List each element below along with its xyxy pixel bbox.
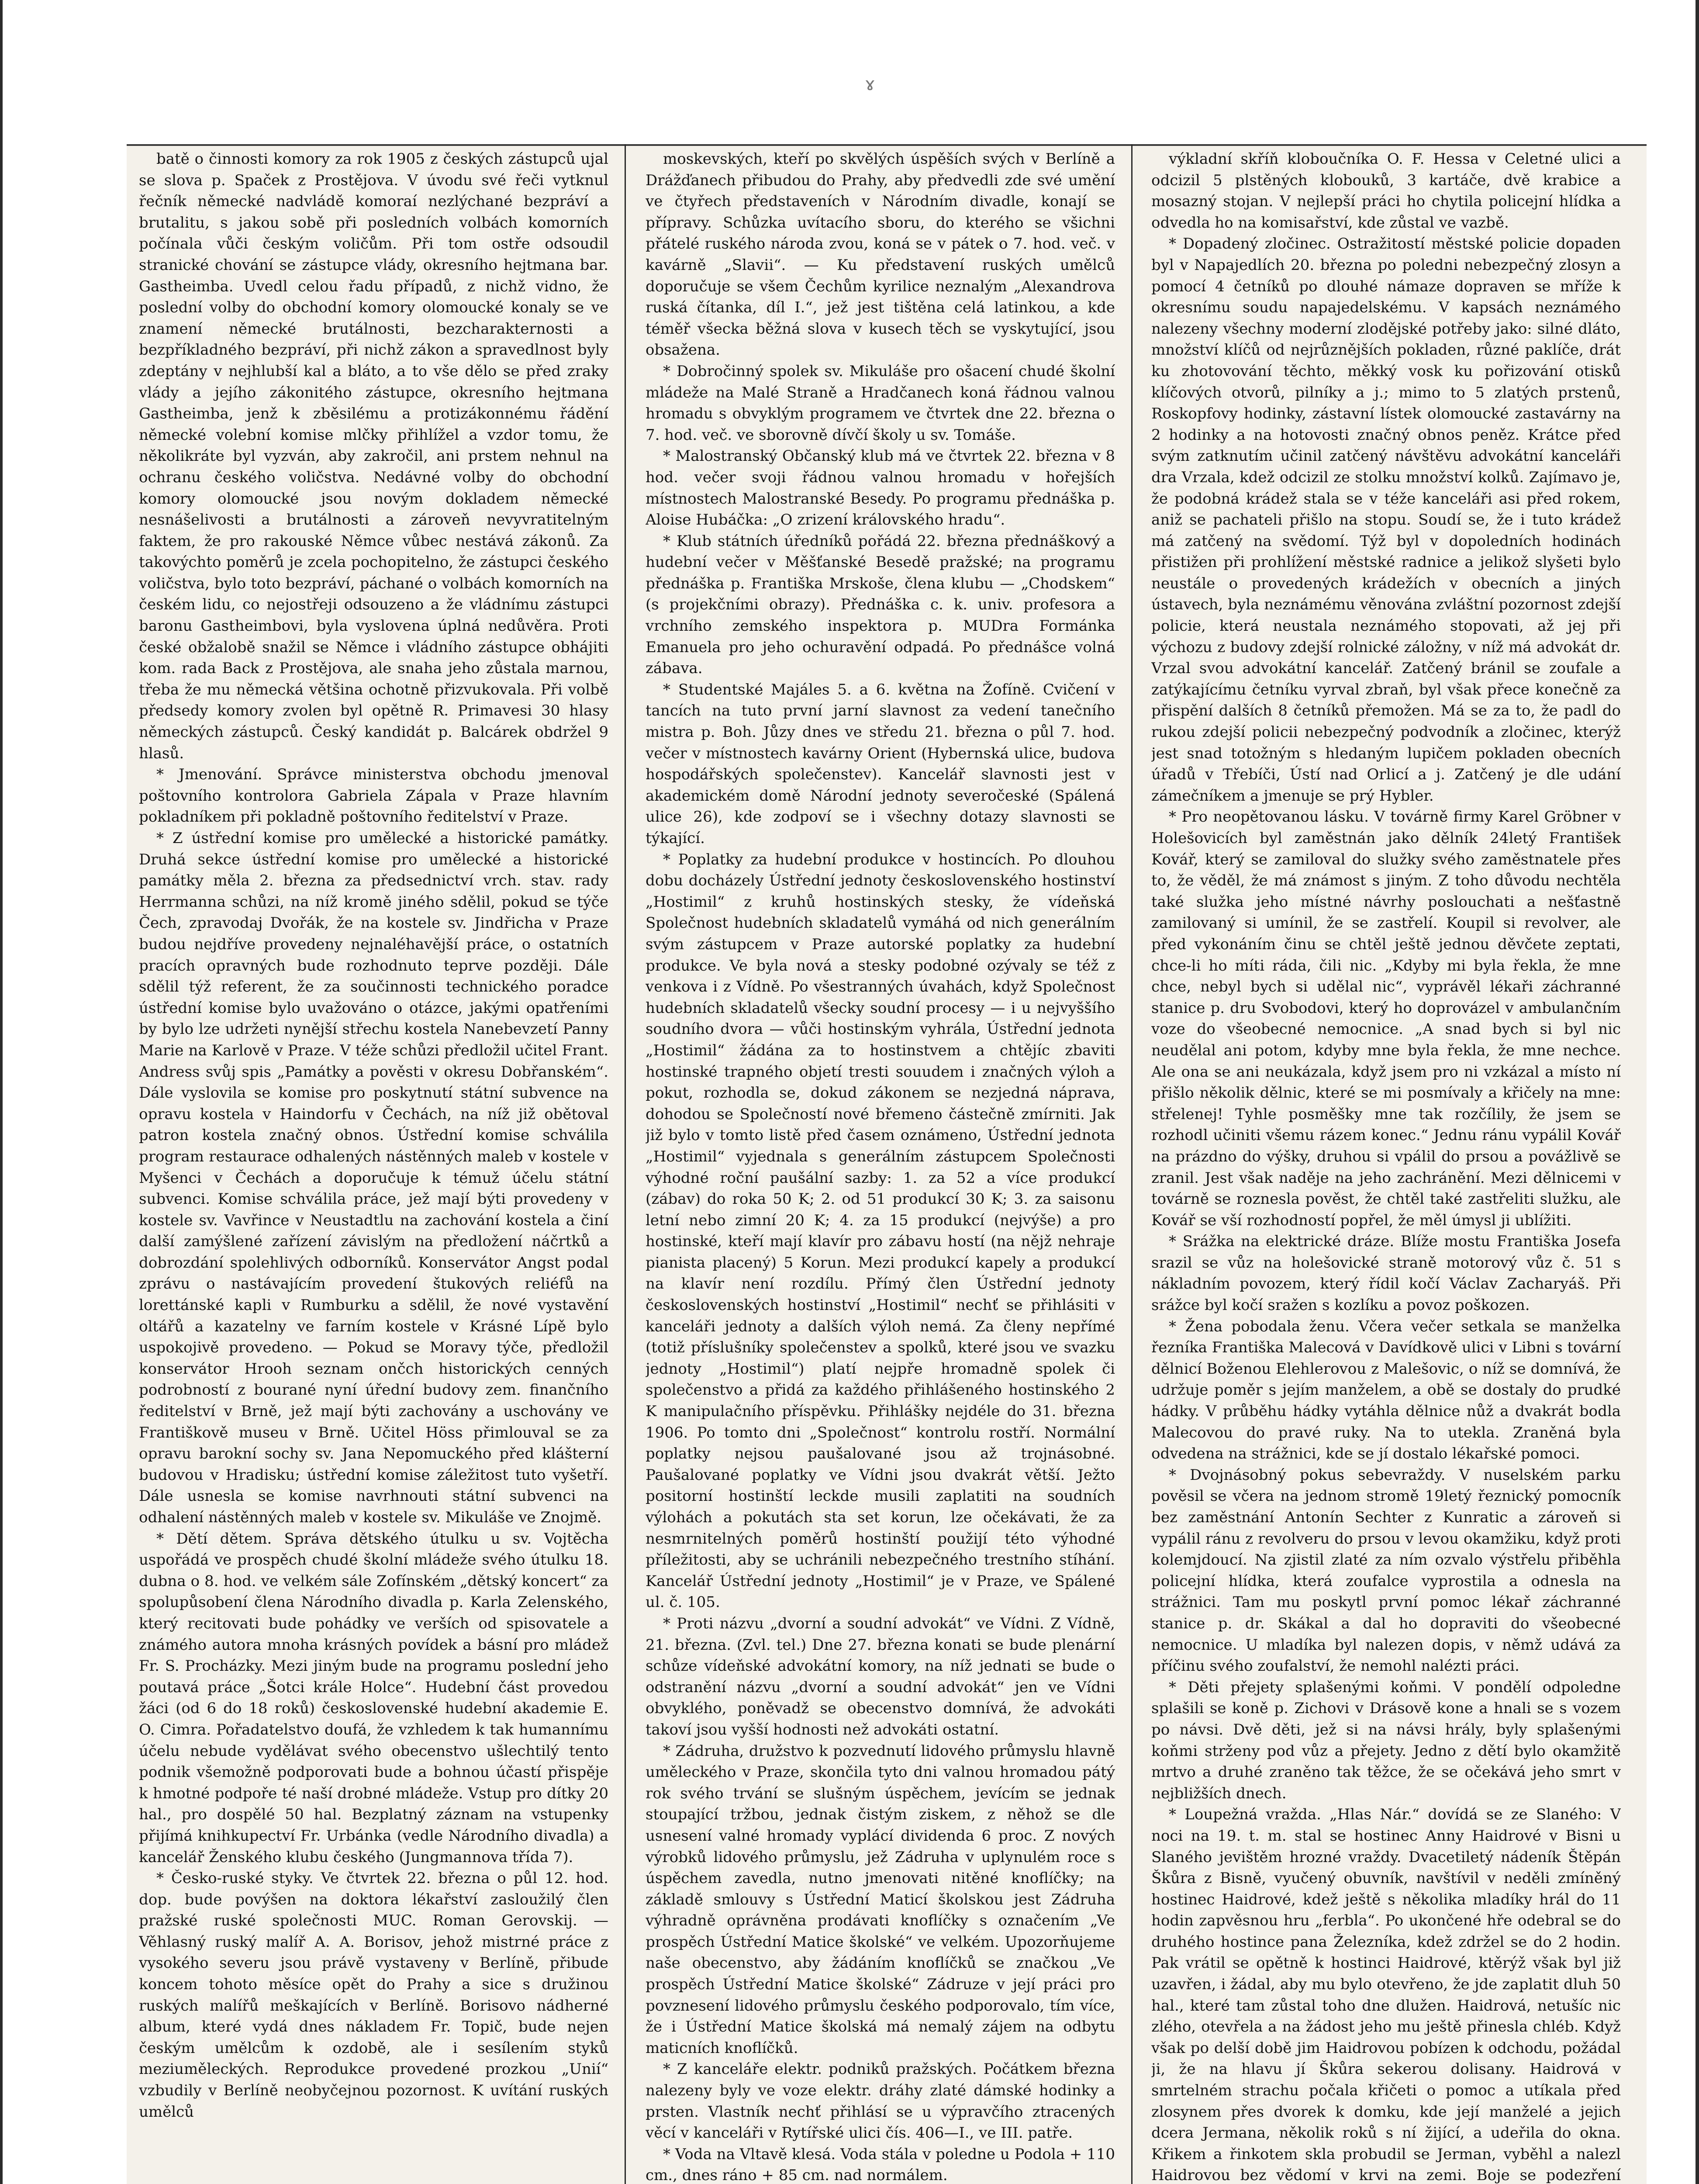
article-3-7: * Děti přejety splašenými koňmi. V pondělí odpoledne splašili se koně p. Zichovi v Drásově kone a hnali se s vozem po návsi. Dvě děti, jež si na návsi hrály, byly splašenými koňmi strženy pod vůz a přejety. Jedno z dětí bylo okamžitě mrtvo a druhé zraněno tak těžce, že se očekává jeho smrt v nejbližších dnech. (1151, 1678, 1621, 1802)
article-2-2: * Dobročinný spolek sv. Mikuláše pro ošacení chudé školní mládeže na Malé Straně a Hradčanech koná řádnou valnou hromadu s obvyklým programem ve čtvrtek dne 22. března o 7. hod. več. ve sborovně dívčí školy u sv. Tomáše. (646, 362, 1115, 444)
article-2-7: * Proti názvu „dvorní a soudní advokát“ ve Vídni. Z Vídně, 21. března. (Zvl. tel.) Dne 27. března konati se bude plenární schůze vídeňské advokátní komory, na níž jednati se bude o odstranění názvu „dvorní a soudní advokát“ jen ve Vídni obvyklého, poněvadž se obecenstvo domnívá, že advokáti takoví jsou vyšší hodnosti než advokáti ostatní. (646, 1614, 1115, 1738)
article-3-1: výkladní skříň kloboučníka O. F. Hessa v Celetné ulici a odcizil 5 plstěných klobouků, 3 kartáče, dvě krabice a mosazný stojan. V nejlepší práci ho chytila policejní hlídka a odvedla ho na komisařství, kde zůstal ve vazbě. (1151, 150, 1621, 232)
article-1-3: * Z ústřední komise pro umělecké a historické památky. Druhá sekce ústřední komise pro umělecké a historické památky měla 2. března za předsednictví vrch. stav. rady Herrmanna schůzi, na níž kromě jiného sdělil, pokud se týče Čech, zpravodaj Dvořák, že na kostele sv. Jindřicha v Praze budou nejdříve provedeny nejnaléhavější práce, o ostatních pracích opravných bude rozhodnuto teprve později. Dále sdělil týž referent, že za součinnosti technického poradce ústřední komise bylo uvažováno o otázce, jakými opatřeními by bylo lze udržeti nynější střechu kostela Nanebevzetí Panny Marie na Karlově v Praze. V téže schůzi předložil učitel Frant. Andress svůj spis „Památky a pověsti v okresu Dobřanském“. Dále vyslovila se komise pro poskytnutí státní subvence na opravu kostela v Haindorfu v Čechách, na níž již obětoval patron kostela značný obnos. Ústřední komise schválila program restaurace odhalených nástěnných maleb v kostele v Myšenci v Čechách a doporučuje k témuž účelu státní subvenci. Komise schválila práce, jež mají býti provedeny v kostele sv. Vavřince v Neustadtlu na zachování kostela a činí další zamýšlené zařízení závislým na předložení náčrtků a dobrozdání spolehlivých odborníků. Konservátor Angst podal zprávu o nastávajícím provedení štukových reliéfů na lorettánské kapli v Rumburku a sdělil, že nové vystavění oltářů a kazatelny ve farním kostele v Krásné Lípě bylo uspokojivě provedeno. — Pokud se Moravy týče, předložil konservátor Hrooh seznam ončch historických cenných podrobností z bourané nyní úřední budovy zem. finančního ředitelství v Brně, jež mají býti zachovány a uschovány ve Františkově museu v Brně. Učitel Höss přimlouval se za opravu barokní sochy sv. Jana Nepomuckého před klášterní budovou v Hradisku; ústřední komise záležitost tuto vyšetří. Dále usnesla se komise navrhnouti státní subvenci na odhalení nástěnných maleb v kostele sv. Mikuláše ve Znojmě. (139, 829, 608, 1526)
article-2-5: * Studentské Majáles 5. a 6. května na Žofíně. Cvičení v tancích na tuto první jarní slavnost za vedení tanečního mistra p. Boh. Jůzy dnes ve středu 21. března o půl 7. hod. večer v místnostech kavárny Orient (Hybernská ulice, budova hospodářských společenstev). Kancelář slavnosti jest v akademickém domě Národní jednoty severočeské (Spálená ulice 26), kde zodpoví se i všechny dotazy slavnosti se týkající. (646, 681, 1115, 847)
column-rule-1 (625, 144, 626, 2184)
newspaper-page (127, 144, 1647, 2184)
scan-edge-left (0, 0, 3, 2184)
article-2-3: * Malostranský Občanský klub má ve čtvrtek 22. března v 8 hod. večer svoji řádnou valnou hromadu v hořejších místnostech Malostranské Besedy. Po programu přednáška p. Aloise Hubáčka: „O zrizení královského hradu“. (646, 447, 1115, 529)
article-1-2: * Jmenování. Správce ministerstva obchodu jmenoval poštovního kontrolora Gabriela Zápala v Praze hlavním pokladníkem při pokladně poštovního ředitelství v Praze. (139, 766, 608, 826)
article-1-4: * Dětí dětem. Správa dětského útulku u sv. Vojtěcha uspořádá ve prospěch chudé školní mládeže svého útulku 18. dubna o 8. hod. ve velkém sále Zofínském „dětský koncert“ za spolupůsobení člena Národního divadla p. Karla Zelenského, který recitovati bude pohádky ve verších od spisovatele a známého autora mnoha krásných povídek a básní pro mládež Fr. S. Procházky. Mezi jiným bude na programu poslední jeho poutavá práce „Šotci krále Holce“. Hudební část provedou žáci (od 6 do 18 roků) československé hudební akademie E. O. Cimra. Pořadatelstvo doufá, že vzhledem k tak humannímu účelu nebude vydělávat svého obecenstvo ušlechtilý tento podnik všemožně podporovati bude a bohnou účastí přispěje k hmotné podpoře té naší drobné mládeže. Vstup pro dítky 20 hal., pro dospělé 50 hal. Bezplatný záznam na vstupenky přijímá knihkupectví Fr. Urbánka (vedle Národního divadla) a kancelář Ženského klubu českého (Jungmannova třída 7). (139, 1530, 608, 1866)
scan-edge-right (1696, 0, 1699, 2184)
article-2-4: * Klub státních úředníků pořádá 22. března přednáškový a hudební večer v Měšťanské Besedě pražské; na programu přednáška p. Františka Mrskoše, člena klubu — „Chodskem“ (s projekčními obrazy). Přednáška c. k. univ. profesora a vrchního zemského inspektora p. MUDra Formánka Emanuela pro jeho ochuravění odpadá. Po přednášce volná zábava. (646, 532, 1115, 677)
article-2-6: * Poplatky za hudební produkce v hostincích. Po dlouhou dobu docházely Ústřední jednoty československého hostinství „Hostimil“ z kruhů hostinských stesky, že vídeňská Společnost hudebních skladatelů vymáhá od nich generálním svým zástupcem v Praze autorské poplatky za hudební produkce. Ve byla nová a stesky podobné ozývaly se též z venkova i z Vídně. Po všestranných úvahách, když Společnost hudebních skladatelů všecky soudní procesy — i u nejvyššího soudního dvora — vůči hostinským vyhrála, Ústřední jednota „Hostimil“ žádána za to hostinstvem a chtějíc zbaviti hostinské trapného objetí tresti souudem i značných výloh a pokut, rozhodla se, dokud zákonem se nezjedná náprava, dohodou se Společností nové břemeno částečně zmírniti. Jak již bylo v tomto listě před časem oznámeno, Ústřední jednota „Hostimil“ vyjednala s generálním zástupcem Společnosti výhodné roční paušální sazby: 1. za 52 a více produkcí (zábav) do roka 50 K; 2. od 51 produkcí 30 K; 3. za saisonu letní nebo zimní 20 K; 4. za 15 produkcí (nejvýše) a pro hostinské, kteří mají klavír pro zábavu hostí (na nějž nehraje pianista placený) 5 Korun. Mezi produkcí kapely a produkcí na klavír není rozdílu. Přímý člen Ústřední jednoty československých hostinství „Hostimil“ nechť se přihlásiti v kanceláři jednoty a dalších výloh nemá. Za členy nepřímé (totiž příslušníky společenstev a spolků, které jsou ve svazku jednoty „Hostimil“) platí nejpře hromadně spolek či společenstvo a přidá za každého přihlášeného hostinského 2 K manipulačního příspěvku. Přihlášky nejdéle do 31. března 1906. Po tomto dni „Společnost“ kontrolu rostří. Normální poplatky nejsou paušalované jsou až trojnásobné. Paušalované poplatky ve Vídni jsou dvakrát větší. Ježto positorní hostinští leckde musili zaplatiti na soudních výlohách a pokutách sta set korun, lze očekávati, že za nesmrnitelných poměrů hostinští použijí této výhodné příležitosti, aby se uchránili nebezpečného trestního stíhání. Kancelář Ústřední jednoty „Hostimil“ je v Praze, ve Spálené ul. č. 105. (646, 850, 1115, 1611)
article-3-4: * Srážka na elektrické dráze. Blíže mostu Františka Josefa srazil se vůz na holešovické straně motorový vůz č. 51 s nákladním povozem, který řídil kočí Václav Zacharyáš. Při srážce byl kočí sražen s kozlíku a povoz poškozen. (1151, 1233, 1621, 1314)
article-1-5: * Česko-ruské styky. Ve čtvrtek 22. března o půl 12. hod. dop. bude povýšen na doktora lékařství zasloužilý člen pražské ruské společnosti MUC. Roman Gerovskij. — Věhlasný ruský malíř A. A. Borisov, jehož mistrné práce z vysokého severu jsou právě vystaveny v Berlíně, přibude koncem tohoto měsíce opět do Prahy a sice s družinou ruských malířů meškajících v Berlíně. Borisovo nádherné album, které vydá dnes nákladem Fr. Topič, bude nejen českým umělcům k ozdobě, ale i sesílením styků meziuměleckých. Reprodukce provedené prozkou „Unií“ vzbudily v Berlíně neobyčejnou pozornost. K uvítání ruských umělců (139, 1870, 608, 2121)
article-2-9: * Z kanceláře elektr. podniků pražských. Počátkem března nalezeny byly ve voze elektr. dráhy zlaté dámské hodinky a prsten. Vlastník nechť přihlásí se u výpravčího ztracených věcí v kanceláři v Rytířské ulici čís. 406—I., ve III. patře. (646, 2060, 1115, 2142)
column-1 (139, 149, 608, 2184)
article-2-10: * Voda na Vltavě klesá. Voda stála v poledne u Podola + 110 cm., dnes ráno + 85 cm. nad normálem. (646, 2145, 1115, 2184)
column-rule-2 (1131, 144, 1133, 2184)
article-3-2: * Dopadený zločinec. Ostražitostí městské policie dopaden byl v Napajedlích 20. března po poledni nebezpečný zlosyn a pomocí 4 četníků po dlouhé námaze dopraven se mříže k okresnímu soudu napajedelskému. V kapsách neznámého nalezeny všechny moderní zlodějské potřeby jako: silné dláto, množství klíčů od nejrůznějších pokladen, různé paklíče, drát ku zhotovování těchto, měkký vosk ku pořizování otisků klíčových otvorů, pilníky a j.; mimo to 5 zlatých prstenů, Roskopfovy hodinky, zástavní lístek olomoucké zastavárny na 2 hodinky a na hotovosti značný obnos peněz. Krátce před svým zatknutím učinil zatčený návštěvu advokátní kanceláři dra Vrzala, kdež odcizil ze stolku množství kolků. Zajímavo je, že podobná krádež stala se v téže kanceláři asi před rokem, aniž se pachateli přišlo na stopu. Soudí se, že i tuto krádež má zatčený na svědomí. Týž byl v dopoledních hodinách přistižen při prohlížení městské radnice a jelikož slyšeti bylo neustále o provedených krádežích v obecních a jiných ústavech, byla neznámému věnována zvláštní pozornost zdejší policie, která neustala neznámého stopovati, až jej při výchozu z budovy zdejší rolnické záložny, v níž má advokát dr. Vrzal svou advokátní kancelář. Zatčený bránil se zoufale a zatýkajícímu četníku vyrval zbraň, byl však přece konečně za přispění dalších 8 četníků přemožen. Má se za to, že padl do rukou zdejší policii nebezpečný podvodník a zločinec, kterýž jest snad totožným s hledaným lupičem pokladen obecních úřadů v Třebíči, Ústí nad Orlicí a j. Zatčený je dle udání zámečníkem a jmenuje se prý Hybler. (1151, 235, 1621, 805)
article-1-1: batě o činnosti komory za rok 1905 z českých zástupců ujal se slova p. Spaček z Prostějova. V úvodu své řeči vytknul řečník německé nadvládě komoraí nezlýchané bezpráví a brutalitu, s jakou sobě při posledních volbách komorních počínala vůči českým voličům. Při tom ostře odsoudil stranické chování se zástupce vlády, okresního hejtmana bar. Gastheimba. Uvedl celou řadu případů, z nichž vidno, že poslední volby do obchodní komory olomoucké konaly se ve znamení německé brutálnosti, bezcharakternosti a bezpříkladného bezpráví, při nichž zákon a spravedlnost byly zdeptány v nejhlubší kal a bláto, a to vše dělo se před zraky vlády a jejího zákonitého zástupce, okresního hejtmana Gastheimba, jenž k zběsilému a protizákonnému řádění německé volební komise mlčky přihlížel a vzdor tomu, že několikráte byl vyzván, aby zakročil, ani prstem nehnul na ochranu českého voličstva. Nedávné volby do obchodní komory olomoucké jsou novým dokladem německé nesnášelivosti a brutálnosti a zároveň nevyvratitelným faktem, že pro rakouské Němce vůbec nestává zákonů. Za takovýchto poměrů je zcela pochopitelno, že zástupci českého voličstva, bylo toto bezpráví, páchané o volbách komorních na českém lidu, co nejostřeji odsouzeno a že vládnímu zástupci baronu Gastheimbovi, byla vyslovena úplná nedůvěra. Proti české obžalobě snažil se Němce i vládního zástupce obhájiti kom. rada Back z Prostějova, ale snaha jeho zůstala marnou, třeba že mu německá většina ochotně přizvukovala. Při volbě předsedy komory zvolen byl opětně R. Primavesi 30 hlasy německých zástupců. Český kandidát p. Balcárek obdržel 9 hlasů. (139, 150, 608, 762)
article-3-8: * Loupežná vražda. „Hlas Nár.“ dovídá se ze Slaného: V noci na 19. t. m. stal se hostinec Anny Haidrové v Bisni u Slaného jevištěm hrozné vraždy. Dvacetiletý nádeník Štěpán Škůra z Bisně, vyučený obuvník, navštívil v neděli zmíněný hostinec Haidrové, kdež ještě s několika mladíky hrál do 11 hodin zapvěsnou hru „ferbla“. Po ukončené hře odebral se do druhého hostince pana Železníka, kdež zdržel se do 2 hodin. Pak vrátil se opětně k hostinci Haidrové, ktěrýž však byl již uzavřen, i žádal, aby mu bylo otevřeno, že jde zaplatit dluh 50 hal., které tam zůstal toho dne dlužen. Haidrová, netušíc nic zlého, otevřela a na žádost jeho mu ještě přinesla chléb. Když však po delší době jim Haidrovou pobízen k odchodu, požádal ji, že na hlavu jí Škůra sekerou dolisany. Haidrová v smrtelném strachu počala křičeti o pomoc a utíkala před zlosynem přes dvorek k domku, kde její manželé a jejich dcera Jermana, několik roků s ní žijící, a udeřila do okna. Křikem a řinkotem skla probudil se Jerman, vyběhl a nalezl Haidrovou bez vědomí v krvi na zemi. Boje se podezření (1151, 1806, 1621, 2184)
article-3-6: * Dvojnásobný pokus sebevraždy. V nuselském parku pověsil se včera na jednom stromě 19letý řeznický pomocník bez zaměstnání Antonín Sechter z Kunratic a zároveň si vypálil ránu z revolveru do prsou v levou okamžiku, když proti kolemjdoucí. Na zjistil zlaté za ním ozvalo výstřelu přiběhla policejní hlídka, která zoufalce vyprostila a odnesla na strážnici. Tam mu poskytl první pomoc lékař záchranné stanice p. dr. Skákal a dal ho dopraviti do všeobecné nemocnice. U mladíka byl nalezen dopis, v němž udává za příčinu svého zoufalství, že nemohl nalézti práci. (1151, 1466, 1621, 1675)
column-2 (646, 149, 1115, 2184)
article-3-3: * Pro neopětovanou lásku. V továrně firmy Karel Gröbner v Holešovicích byl zaměstnán jako dělník 24letý František Kovář, který se zamiloval do služky svého zaměstnatele přes to, že věděl, že má známost s jiným. Z toho důvodu nechtěla také služka jeho místné návrhy poslouchati a nešťastně zamilovaný si umínil, že se zastřelí. Koupil si revolver, ale před vykonáním činu se chtěl ještě jednou děvčete zeptati, chce-li ho míti ráda, čili nic. „Kdyby mi byla řekla, že mne chce, nebyl bych si udělal nic“, vyprávěl lékaři záchranné stanice p. dru Svobodovi, který ho doprovázel v ambulančním voze do všeobecné nemocnice. „A snad bych si byl nic neudělal ani potom, kdyby mne byla řekla, že mne nechce. Ale ona se ani neukázala, když jsem pro ni vzkázal a místo ní přišlo několik dělnic, které se mi posmívaly a křičely na mne: střelenej! Tyhle posměšky mne tak rozčílily, že jsem se rozhodl učiniti všemu rázem konec.“ Jednu ránu vypálil Kovář na prázdno do výšky, druhou si vpálil do prsou a povážlivě se zranil. Jest však naděje na jeho zachránění. Mezi dělnicemi v továrně se roznesla pověst, že chtěl také zastřeliti služku, ale Kovář se vší rozhodností popřel, že měl úmysl ji ublížiti. (1151, 808, 1621, 1229)
article-2-1: moskevských, kteří po skvělých úspěších svých v Berlíně a Drážďanech přibudou do Prahy, aby předvedli zde své umění ve čtyřech představeních v Národním divadle, konají se přípravy. Schůzka uvítacího sboru, do kterého se všichni přátelé ruského národa zvou, koná se v pátek o 7. hod. več. v kavárně „Slavii“. — Ku představení ruských umělců doporučuje se všem Čechům kyrilice neznalým „Alexandrova ruská čítanka, díl I.“, jež jest tištěna celá latinkou, a kde téměř všecka běžná slova v kusech těch se vyskytující, jsou obsažena. (646, 150, 1115, 359)
article-2-8: * Zádruha, družstvo k pozvednutí lidového průmyslu hlavně uměleckého v Praze, skončila tyto dni valnou hromadou pátý rok svého trvání se slušným úspěchem, jevícím se jednak stoupající tržbou, jednak čistým ziskem, z něhož se dle usnesení valné hromady vyplácí dividenda 6 proc. Z nových výrobků lidového průmyslu, jež Zádruha v uplynulém roce s úspěchem zavedla, nutno jmenovati nitěné knoflíčky; na základě smlouvy s Ústřední Maticí školskou jest Zádruha výhradně oprávněna prodávati knoflíčky s označením „Ve prospěch Ústřední Matice školské“ ve velkém. Upozorňujeme naše obecenstvo, aby žádáním knoflíčků se značkou „Ve prospěch Ústřední Matice školské“ Zádruze v její práci pro povznesení lidového průmyslu českého podporovalo, tím více, že i Ústřední Matice školská má nemalý zájem na odbytu maticních knoflíčků. (646, 1742, 1115, 2057)
top-rule (127, 144, 1647, 146)
page-marker: ɤ (865, 74, 875, 94)
article-3-5: * Žena pobodala ženu. Včera večer setkala se manželka řezníka Františka Malecová v Davídkově ulici v Libni s tovární dělnicí Boženou Elehlerovou z Malešovic, o níž se domnívá, že udržuje poměr s jejím manželem, a obě se dostaly do prudké hádky. V průběhu hádky vytáhla dělnice nůž a dvakrát bodla Malecovou do pravé ruky. Na to utekla. Zraněná byla odvedena na strážnici, kde se jí dostalo lékařské pomoci. (1151, 1317, 1621, 1463)
column-3 (1151, 149, 1621, 2184)
